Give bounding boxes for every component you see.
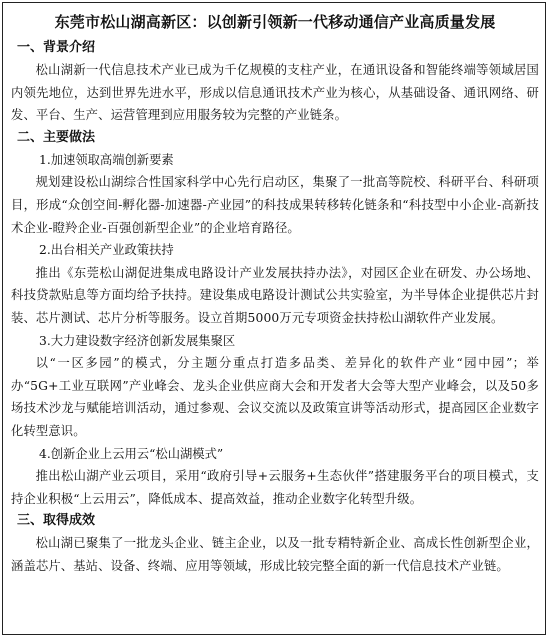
results-paragraph: 松山湖已聚集了一批龙头企业、链主企业，以及一批专精特新企业、高成长性创新型企业，涵盖芯片、基站、设备、终端、应用等领域，形成比较完整全面的新一代信息技术产业链。	[11, 536, 539, 573]
practice-paragraph-3: 以“一区多园”的模式，分主题分重点打造多品类、差异化的软件产业“园中园”；举办“5G+工业互联网”产业峰会、龙头企业供应商大会和开发者大会等大型产业峰会，以及50多场技术沙龙与赋能培训活动，通过参观、会议交流以及政策宣讲等活动形式，提高园区企业数字化转型意识。	[11, 356, 539, 438]
background-paragraph: 松山湖新一代信息技术产业已成为千亿规模的支柱产业，在通讯设备和智能终端等领域居国内领先地位，达到世界先进水平，形成以信息通讯技术产业为核心，从基础设备、通讯网络、研发、平台、生产、运营管理到应用服务较为完整的产业链条。	[11, 63, 539, 123]
section-heading-background: 一、背景介绍	[17, 40, 96, 55]
section-heading-results: 三、取得成效	[17, 513, 96, 529]
section-heading-main-practices: 二、主要做法	[17, 129, 96, 145]
practice-subheading-2: 2.出台相关产业政策扶持	[39, 243, 174, 258]
practice-subheading-3: 3.大力建设数字经济创新发展集聚区	[39, 333, 236, 348]
document-title: 东莞市松山湖高新区：以创新引领新一代移动通信产业高质量发展	[54, 13, 496, 31]
document-frame	[2, 2, 546, 635]
practice-paragraph-4: 推出松山湖产业云项目，采用“政府引导+云服务+生态伙伴”搭建服务平台的项目模式，支持企业积极“上云用云”，降低成本、提高效益，推动企业数字化转型升级。	[11, 469, 539, 506]
practice-subheading-4: 4.创新企业上云用云“松山湖模式”	[39, 446, 224, 461]
practice-subheading-1: 1.加速领取高端创新要素	[39, 152, 174, 167]
practice-paragraph-1: 规划建设松山湖综合性国家科学中心先行启动区，集聚了一批高等院校、科研平台、科研项目，形成“众创空间-孵化器-加速器-产业园”的科技成果转移转化链条和“科技型中小企业-高新技术企业-瞪羚企业-百强创新型企业”的企业培育路径。	[11, 175, 539, 235]
practice-paragraph-2: 推出《东莞松山湖促进集成电路设计产业发展扶持办法》，对园区企业在研发、办公场地、科技贷款贴息等方面均给予扶持。建设集成电路设计测试公共实验室，为半导体企业提供芯片封装、芯片测试、芯片分析等服务。设立首期5000万元专项资金扶持松山湖软件产业发展。	[11, 265, 539, 325]
